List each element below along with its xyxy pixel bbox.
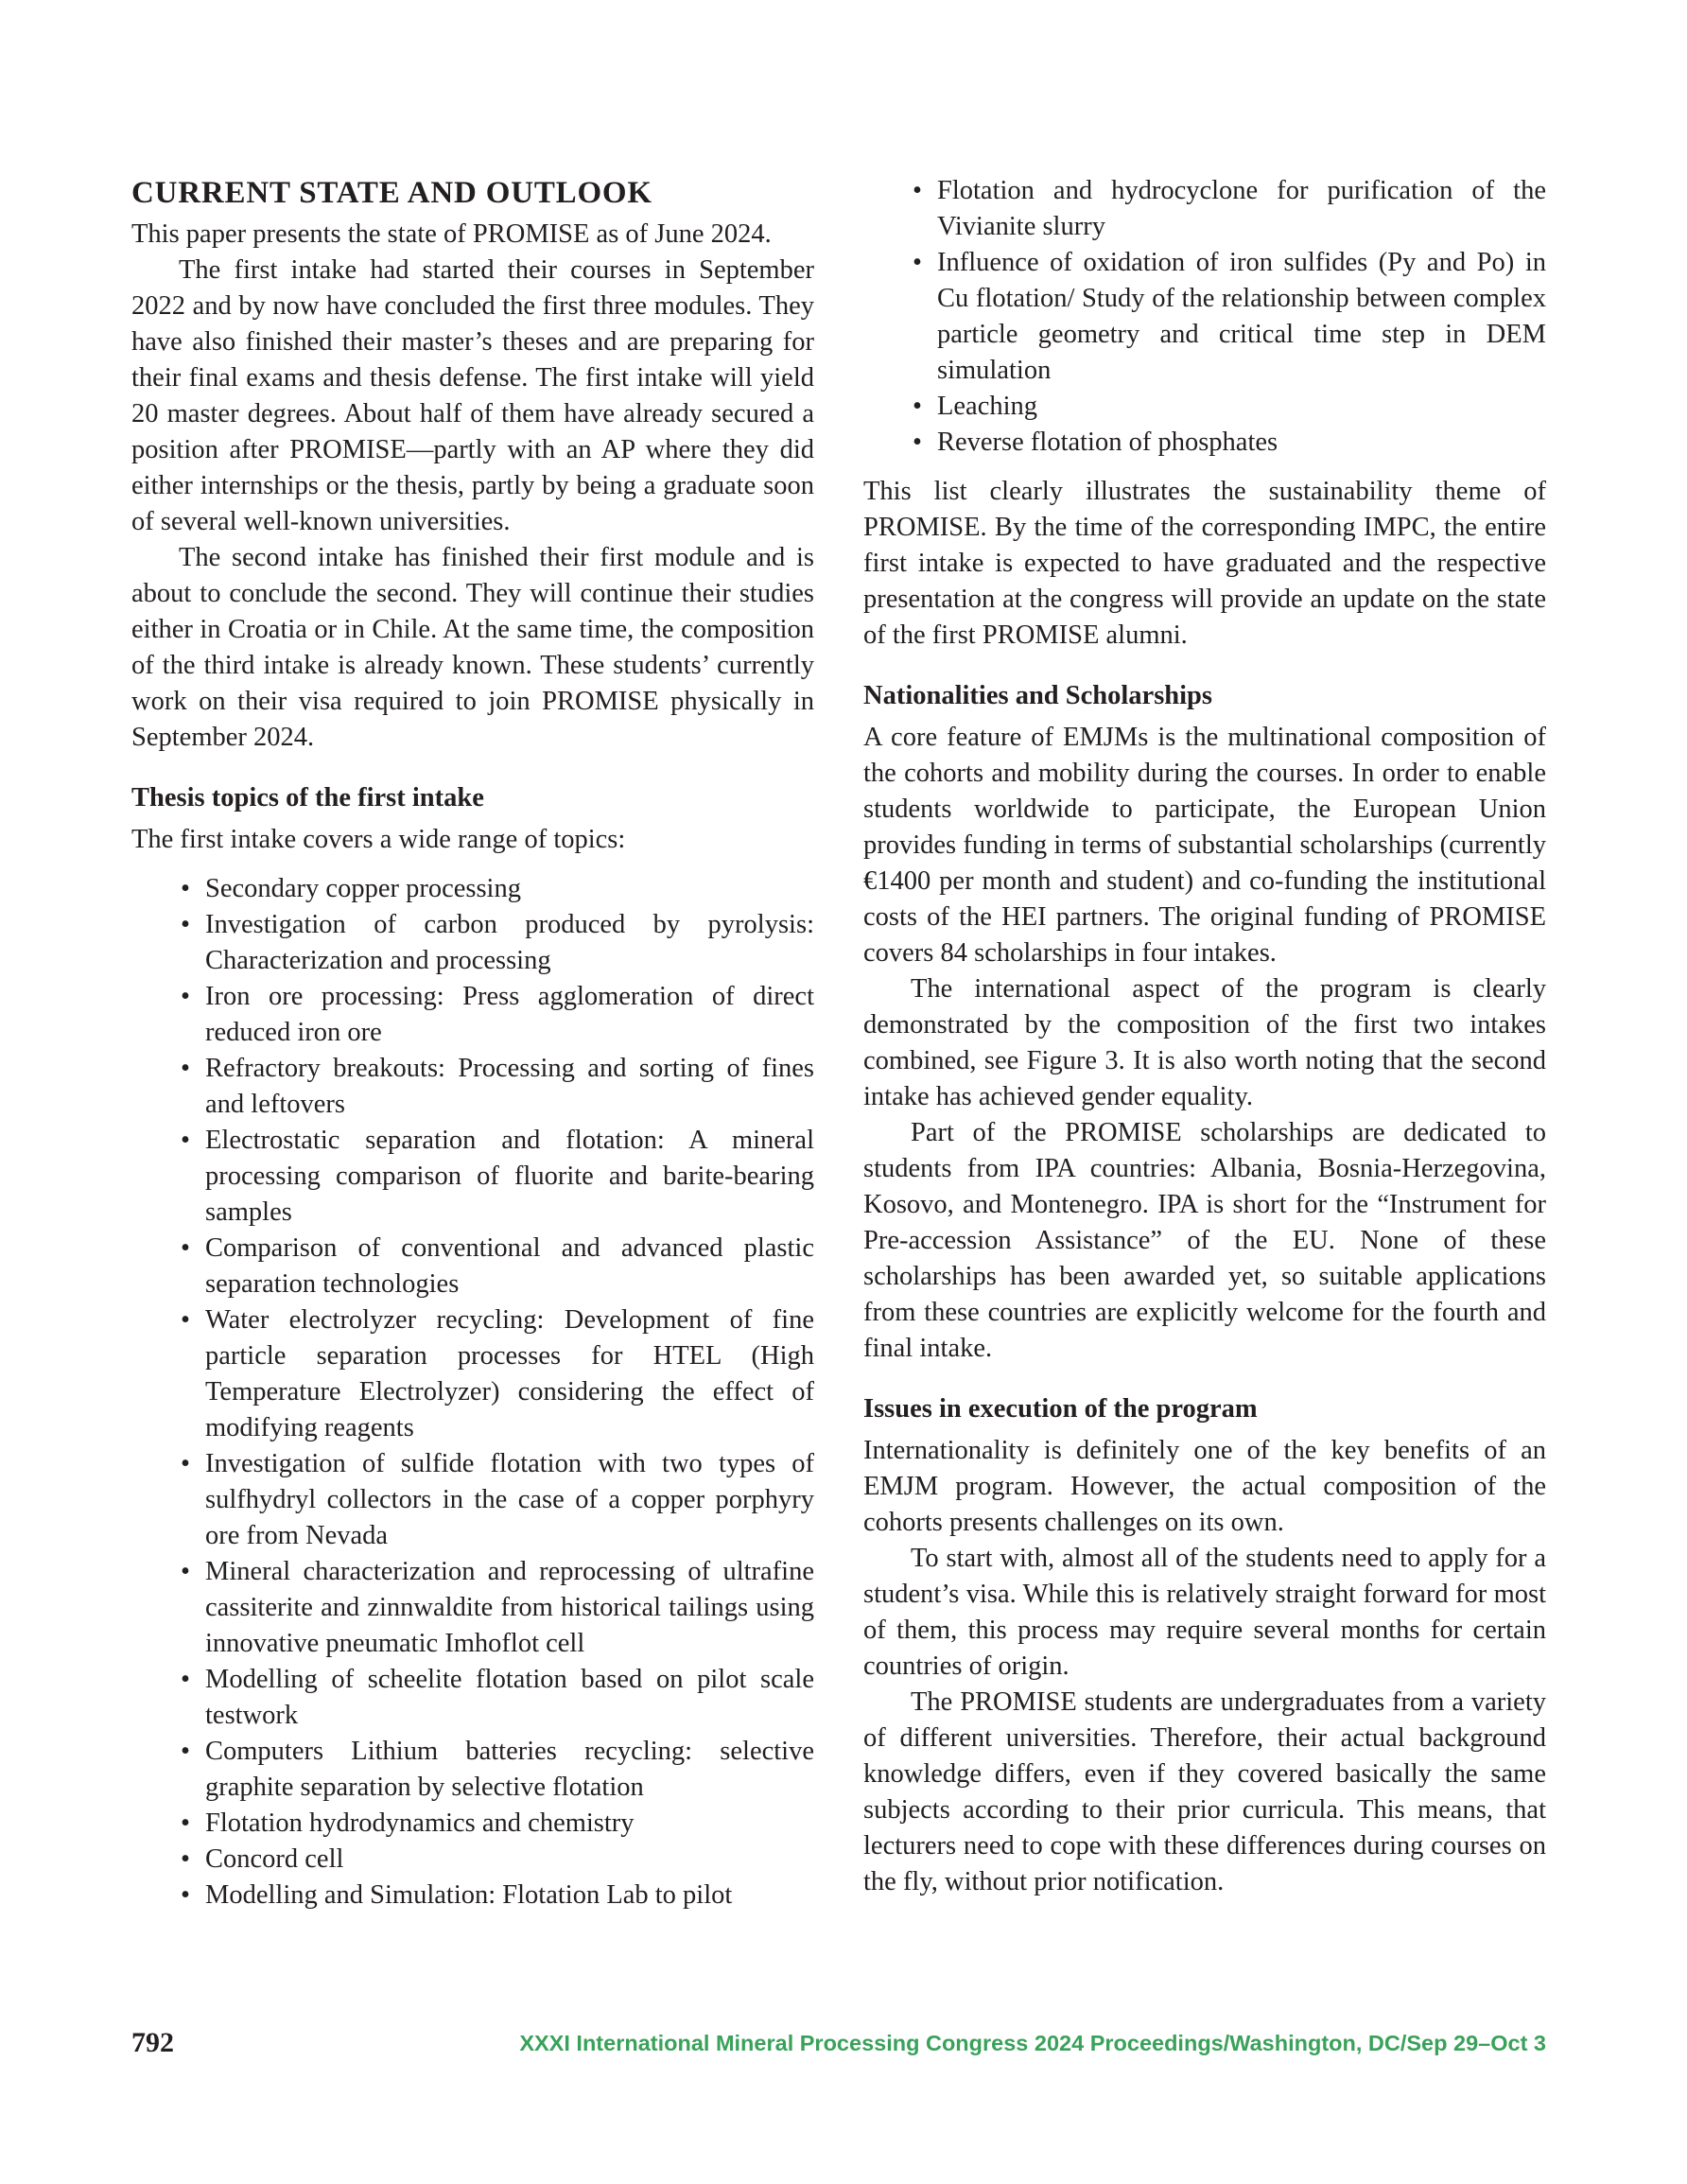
visa-paragraph: To start with, almost all of the students need to apply for a student’s visa. While this is relatively straight forward for most of them, this process may require several months for certain countries of origin. [863,1544,1546,1681]
page-footer [131,2024,1546,2062]
list-item: • Mineral characterization and reprocessing of ultrafine cassiterite and zinnwaldite from historical tailings using innovative pneumatic Imhoflot cell [205,1554,814,1662]
section-heading: CURRENT STATE AND OUTLOOK [131,176,652,210]
thesis-topics-list-continued [863,173,1546,461]
nationalities-heading: Nationalities and Scholarships [863,681,1212,710]
thesis-topics-intro: The first intake covers a wide range of topics: [131,825,626,854]
scholarships-paragraph: A core feature of EMJMs is the multinational composition of the cohorts and mobility during the courses. In order to enable students worldwide to participate, the European Union provides funding in terms of substantial scholarships (currently €1400 per month and student) and co-funding the institutional costs of the HEI partners. The original funding of PROMISE covers 84 scholarships in four intakes. [863,723,1546,968]
list-item: • Investigation of sulfide flotation with two types of sulfhydryl collectors in the case of a copper porphyry ore from Nevada [205,1446,814,1554]
list-item: • Concord cell [205,1842,814,1878]
issues-heading: Issues in execution of the program [863,1394,1258,1424]
list-item: • Investigation of carbon produced by pyrolysis: Characterization and processing [205,907,814,979]
list-item: • Iron ore processing: Press agglomeration of direct reduced iron ore [205,979,814,1051]
thesis-topics-list [131,871,814,1913]
thesis-topics-heading: Thesis topics of the first intake [131,783,484,812]
list-item: • Reverse flotation of phosphates [937,425,1546,461]
list-item: • Comparison of conventional and advanced plastic separation technologies [205,1231,814,1302]
left-column [131,173,814,1927]
page-number: 792 [131,2027,174,2058]
right-column [863,173,1546,1900]
internationality-paragraph: Internationality is definitely one of the key benefits of an EMJM program. However, the actual composition of the cohorts presents challenges on its own. [863,1436,1546,1537]
list-item: • Influence of oxidation of iron sulfides (Py and Po) in Cu flotation/ Study of the relationship between complex particle geometry and critical time step in DEM simulation [937,245,1546,389]
first-intake-paragraph: The first intake had started their courses in September 2022 and by now have concluded the first three modules. They have also finished their master’s theses and are preparing for their final exams and thesis defense. The first intake will yield 20 master degrees. About half of them have already secured a position after PROMISE—partly with an AP where they did either internships or the thesis, partly by being a graduate soon of several well-known universities. [131,255,814,536]
list-item: • Modelling and Simulation: Flotation Lab to pilot [205,1878,814,1913]
list-item: • Secondary copper processing [205,871,814,907]
list-item: • Flotation and hydrocyclone for purification of the Vivianite slurry [937,173,1546,245]
ipa-countries-paragraph: Part of the PROMISE scholarships are dedicated to students from IPA countries: Albania, Bosnia-Herzegovina, Kosovo, and Montenegro. IPA is short for the “Instrument for Pre-accession Assistance” of the EU. None of these scholarships has been awarded yet, so suitable applications from these countries are explicitly welcome for the fourth and final intake. [863,1118,1546,1363]
second-intake-paragraph: The second intake has finished their first module and is about to conclude the second. They will continue their studies either in Croatia or in Chile. At the same time, the composition of the third intake is already known. These students’ currently work on their visa required to join PROMISE physically in September 2024. [131,543,814,752]
background-knowledge-paragraph: The PROMISE students are undergraduates from a variety of different universities. Therefore, their actual background knowledge differs, even if they covered basically the same subjects according to their prior curricula. This means, that lecturers need to cope with these differences during courses on the fly, without prior notification. [863,1687,1546,1896]
list-item: • Refractory breakouts: Processing and sorting of fines and leftovers [205,1051,814,1123]
list-item: • Electrostatic separation and flotation: A mineral processing comparison of fluorite and barite-bearing samples [205,1123,814,1231]
list-item: • Modelling of scheelite flotation based on pilot scale testwork [205,1662,814,1734]
list-item: • Leaching [937,389,1546,425]
list-item: • Flotation hydrodynamics and chemistry [205,1806,814,1842]
intro-paragraph: This paper presents the state of PROMISE as of June 2024. [131,219,772,249]
list-item: • Water electrolyzer recycling: Development of fine particle separation processes for HTEL (High Temperature Electrolyzer) considering the effect of modifying reagents [205,1302,814,1446]
running-title: XXXI International Mineral Processing Congress 2024 Proceedings/Washington, DC/Sep 29–Oct 3 [519,2031,1546,2055]
list-item: • Computers Lithium batteries recycling: selective graphite separation by selective flotation [205,1734,814,1806]
international-aspect-paragraph: The international aspect of the program is clearly demonstrated by the composition of the first two intakes combined, see Figure 3. It is also worth noting that the second intake has achieved gender equality. [863,974,1546,1111]
sustainability-paragraph: This list clearly illustrates the sustainability theme of PROMISE. By the time of the corresponding IMPC, the entire first intake is expected to have graduated and the respective presentation at the congress will provide an update on the state of the first PROMISE alumni. [863,477,1546,650]
